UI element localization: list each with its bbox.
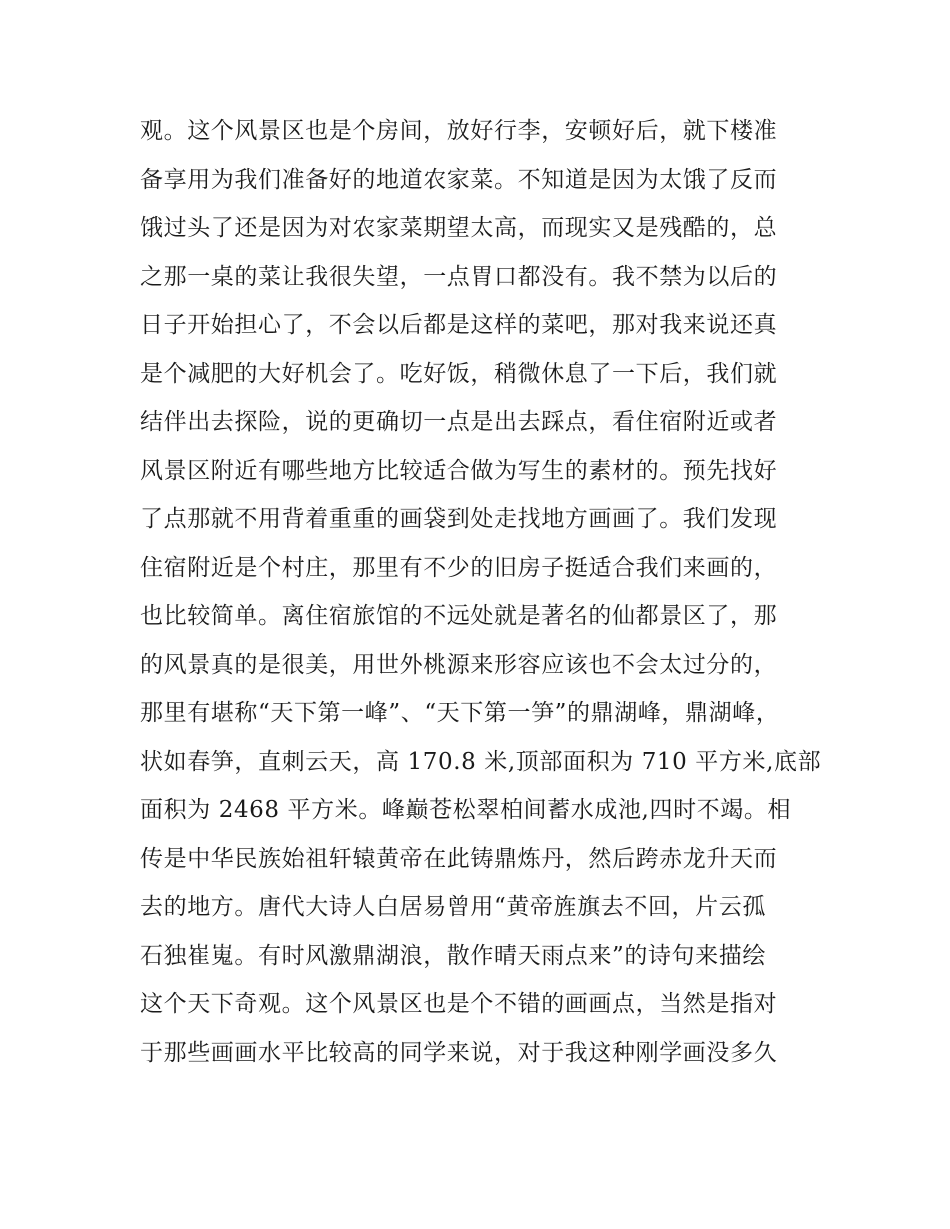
text-line: 日子开始担心了，不会以后都是这样的菜吧，那对我来说还真	[140, 312, 778, 338]
text-line: 住宿附近是个村庄，那里有不少的旧房子挺适合我们来画的，	[140, 554, 778, 581]
text-line: 也比较简单。离住宿旅馆的不远处就是著名的仙都景区了，那	[140, 603, 778, 629]
text-line: 传是中华民族始祖轩辕黄帝在此铸鼎炼丹，然后跨赤龙升天而	[140, 845, 778, 872]
text-line: 风景区附近有哪些地方比较适合做为写生的素材的。预先找好	[140, 457, 778, 484]
text-line: 这个天下奇观。这个风景区也是个不错的画画点，当然是指对	[140, 991, 778, 1017]
text-line: 之那一桌的菜让我很失望，一点胃口都没有。我不禁为以后的	[140, 263, 778, 290]
body-text	[140, 107, 820, 1077]
text-line: 观。这个风景区也是个房间，放好行李，安顿好后，就下楼准	[140, 118, 778, 144]
text-line: 于那些画画水平比较高的同学来说，对于我这种刚学画没多久	[140, 1039, 778, 1066]
text-line: 那里有堪称“天下第一峰”、“天下第一笋”的鼎湖峰，鼎湖峰，	[140, 700, 780, 726]
text-line: 饿过头了还是因为对农家菜期望太高，而现实又是残酷的，总	[140, 215, 778, 241]
text-line: 了点那就不用背着重重的画袋到处走找地方画画了。我们发现	[140, 506, 778, 532]
text-line: 去的地方。唐代大诗人白居易曾用“黄帝旌旗去不回，片云孤	[140, 894, 766, 920]
text-line: 石独崔嵬。有时风激鼎湖浪，散作晴天雨点来”的诗句来描绘	[140, 942, 766, 969]
text-line: 面积为 2468 平方米。峰巅苍松翠柏间蓄水成池,四时不竭。相	[140, 797, 792, 823]
text-line: 备享用为我们准备好的地道农家菜。不知道是因为太饿了反而	[140, 166, 778, 193]
text-line: 是个减肥的大好机会了。吃好饭，稍微休息了一下后，我们就	[140, 360, 778, 387]
text-line: 状如春笋，直刺云天，高 170.8 米,顶部面积为 710 平方米,底部	[140, 748, 822, 775]
text-line: 结伴出去探险，说的更确切一点是出去踩点，看住宿附近或者	[140, 409, 778, 435]
text-line: 的风景真的是很美，用世外桃源来形容应该也不会太过分的，	[140, 651, 778, 678]
